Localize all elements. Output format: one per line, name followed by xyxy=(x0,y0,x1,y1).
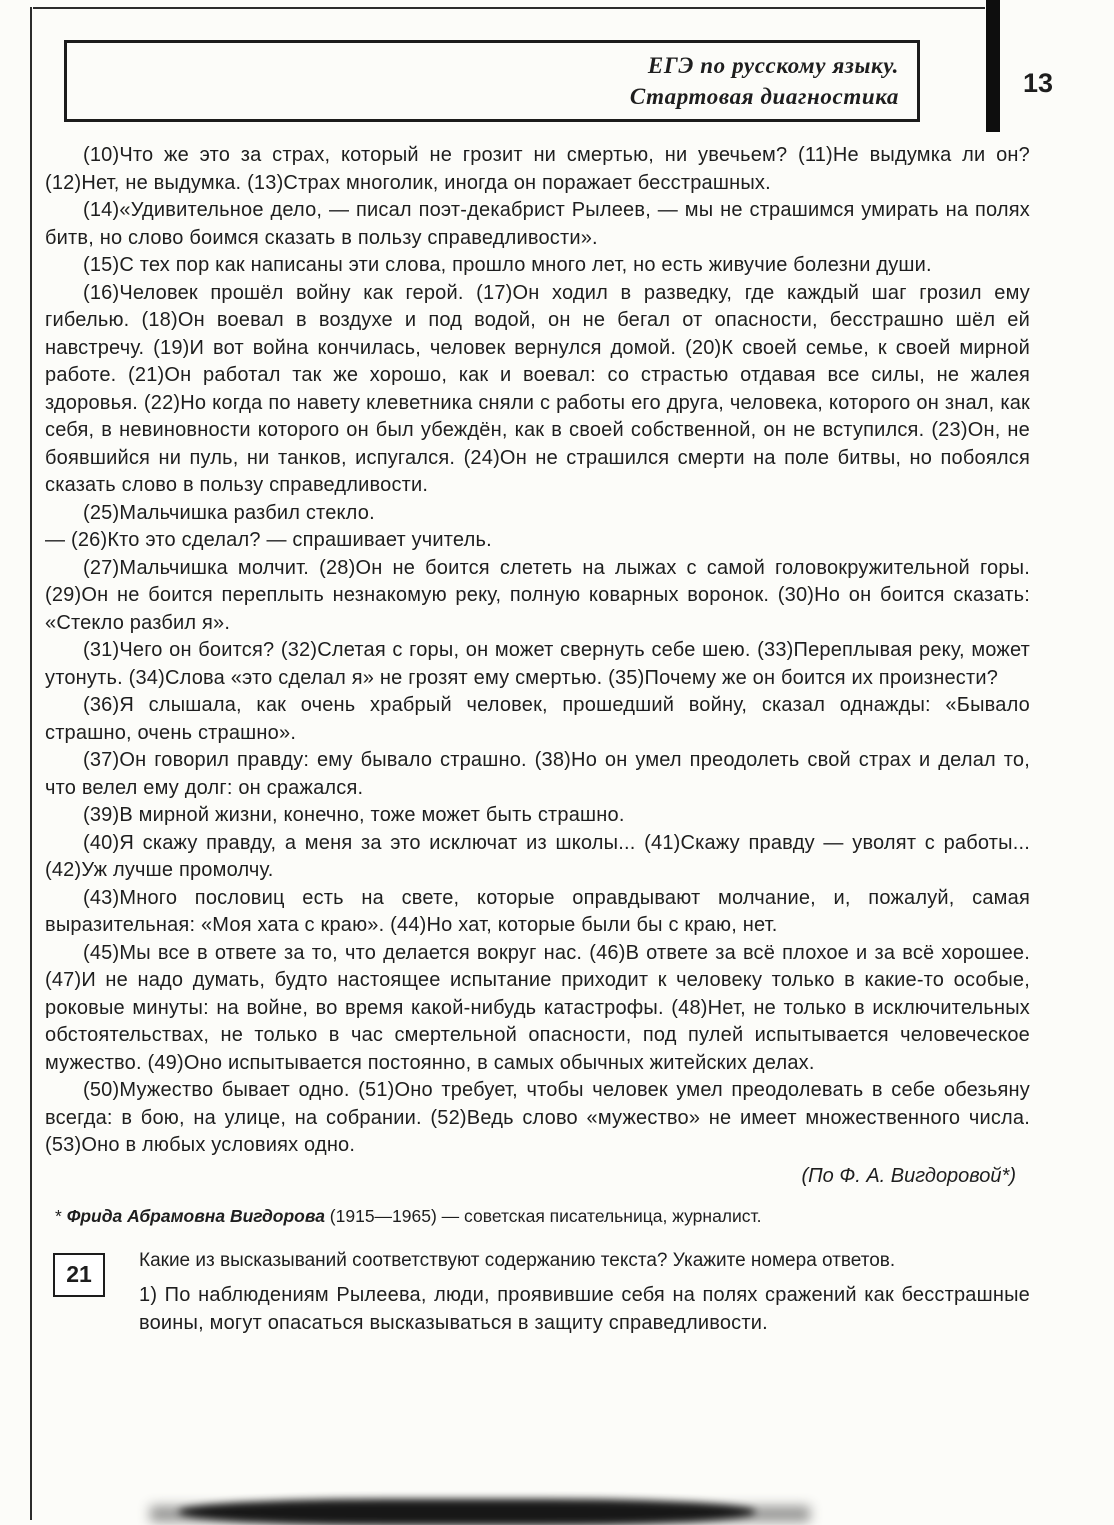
text-paragraph-dialogue: — (26)Кто это сделал? — спрашивает учитель. xyxy=(45,529,492,551)
footnote-author-name: Фрида Абрамовна Вигдорова xyxy=(66,1205,325,1226)
text-paragraph: (43)Много пословиц есть на свете, которые оправдывают молчание, и, пожалуй, самая выразительная: «Моя хата с краю». (44)Но хат, которые были бы с краю, нет. xyxy=(45,886,1030,936)
text-paragraph: (10)Что же это за страх, который не грозит ни смертью, ни увечьем? (11)Не выдумка ли он? (12)Нет, не выдумка. (13)Страх многолик, иногда он поражает бесстрашных. xyxy=(45,144,1030,194)
task-number: 21 xyxy=(66,1261,92,1287)
header-title-line2: Стартовая диагностика xyxy=(629,84,899,109)
footnote xyxy=(45,1204,1030,1228)
text-paragraph: (31)Чего он боится? (32)Слетая с горы, он может свернуть себе шею. (33)Переплывая реку, может утонуть. (34)Слова «это сделал я» не грозят ему смертью. (35)Почему же он боится их произнести? xyxy=(45,639,1030,689)
text-paragraph: (39)В мирной жизни, конечно, тоже может быть страшно. xyxy=(83,804,625,826)
task-question: Какие из высказываний соответствуют содержанию текста? Укажите номера ответов. xyxy=(139,1249,896,1271)
footnote-marker: * xyxy=(55,1205,62,1226)
text-paragraph: (37)Он говорил правду: ему бывало страшно. (38)Но он умел преодолеть свой страх и делал то, что велел ему долг: он сражался. xyxy=(45,749,1030,799)
text-paragraph: (40)Я скажу правду, а меня за это исключат из школы... (41)Скажу правду — уволят с работы... (42)Уж лучше промолчу. xyxy=(45,831,1030,881)
footnote-text: (1915—1965) — советская писательница, журналист. xyxy=(324,1205,762,1226)
scan-edge-top xyxy=(33,7,985,9)
text-paragraph: (25)Мальчишка разбил стекло. xyxy=(83,501,375,524)
task-number-box xyxy=(53,1253,105,1297)
scan-smudge xyxy=(178,1499,756,1525)
task-21 xyxy=(45,1248,1030,1338)
text-paragraph: (15)С тех пор как написаны эти слова, прошло много лет, но есть живучие болезни души. xyxy=(83,254,932,276)
text-paragraph: (27)Мальчишка молчит. (28)Он не боится слететь на лыжах с самой головокружительной горы. (29)Он не боится переплыть незнакомую реку, полную коварных воронок. (30)Но он боится сказать: «Стекло разбил я». xyxy=(45,556,1030,634)
task-option-1: 1) По наблюдениям Рылеева, люди, проявившие себя на полях сражений как бесстрашные воины, могут опасаться высказываться в защиту справедливости. xyxy=(139,1283,1030,1334)
header-box xyxy=(64,40,920,122)
task-text xyxy=(139,1248,1030,1338)
page-number: 13 xyxy=(1022,68,1054,98)
document-body xyxy=(45,142,1030,1338)
header-title-line1: ЕГЭ по русскому языку. xyxy=(647,53,899,78)
page-corner-bar xyxy=(986,0,1000,132)
text-paragraph: (16)Человек прошёл войну как герой. (17)Он ходил в разведку, где каждый шаг грозил ему гибелью. (18)Он воевал в воздухе и под водой, он не бегал от опасности, бесстрашно шёл ей навстречу. (19)И вот война кончилась, человек вернулся домой. (20)К своей семье, к своей мирной работе. (21)Он работал так же хорошо, как и воевал: со страстью отдавая все силы, не жалея здоровья. (22)Но когда по навету клеветника сняли с работы его друга, человека, которого он знал, как себя, в невиновности которого он был убеждён, как в своей собственной, он не вступился. (23)Он, не боявшийся ни пуль, ни танков, испугался. (24)Он не страшился смерти на поле битвы, но побоялся сказать слово в пользу справедливости. xyxy=(45,281,1030,496)
attribution: (По Ф. А. Вигдоровой*) xyxy=(801,1164,1016,1187)
text-paragraph: (36)Я слышала, как очень храбрый человек, прошедший войну, сказал однажды: «Бывало страшно, очень страшно». xyxy=(45,694,1030,744)
text-paragraph: (50)Мужество бывает одно. (51)Оно требует, чтобы человек умел преодолевать в себе обезьяну всегда: в бою, на улице, на собрании. (52)Ведь слово «мужество» не имеет множественного числа. (53)Оно в любых условиях одно. xyxy=(45,1079,1030,1156)
text-paragraph: (14)«Удивительное дело, — писал поэт-декабрист Рылеев, — мы не страшимся умирать на полях битв, но слово боимся сказать в пользу справедливости». xyxy=(45,199,1030,249)
scan-edge-left xyxy=(30,7,32,1520)
text-paragraph: (45)Мы все в ответе за то, что делается вокруг нас. (46)В ответе за всё плохое и за всё хорошее. (47)И не надо думать, будто настоящее испытание приходит к человеку только в какие-то особые, роковые минуты: на войне, во время какой-нибудь катастрофы. (48)Нет, не только в исключительных обстоятельствах, не только в час смертельной опасности, под пулей испытывается человеческое мужество. (49)Оно испытывается постоянно, в самых обычных житейских делах. xyxy=(45,941,1030,1074)
